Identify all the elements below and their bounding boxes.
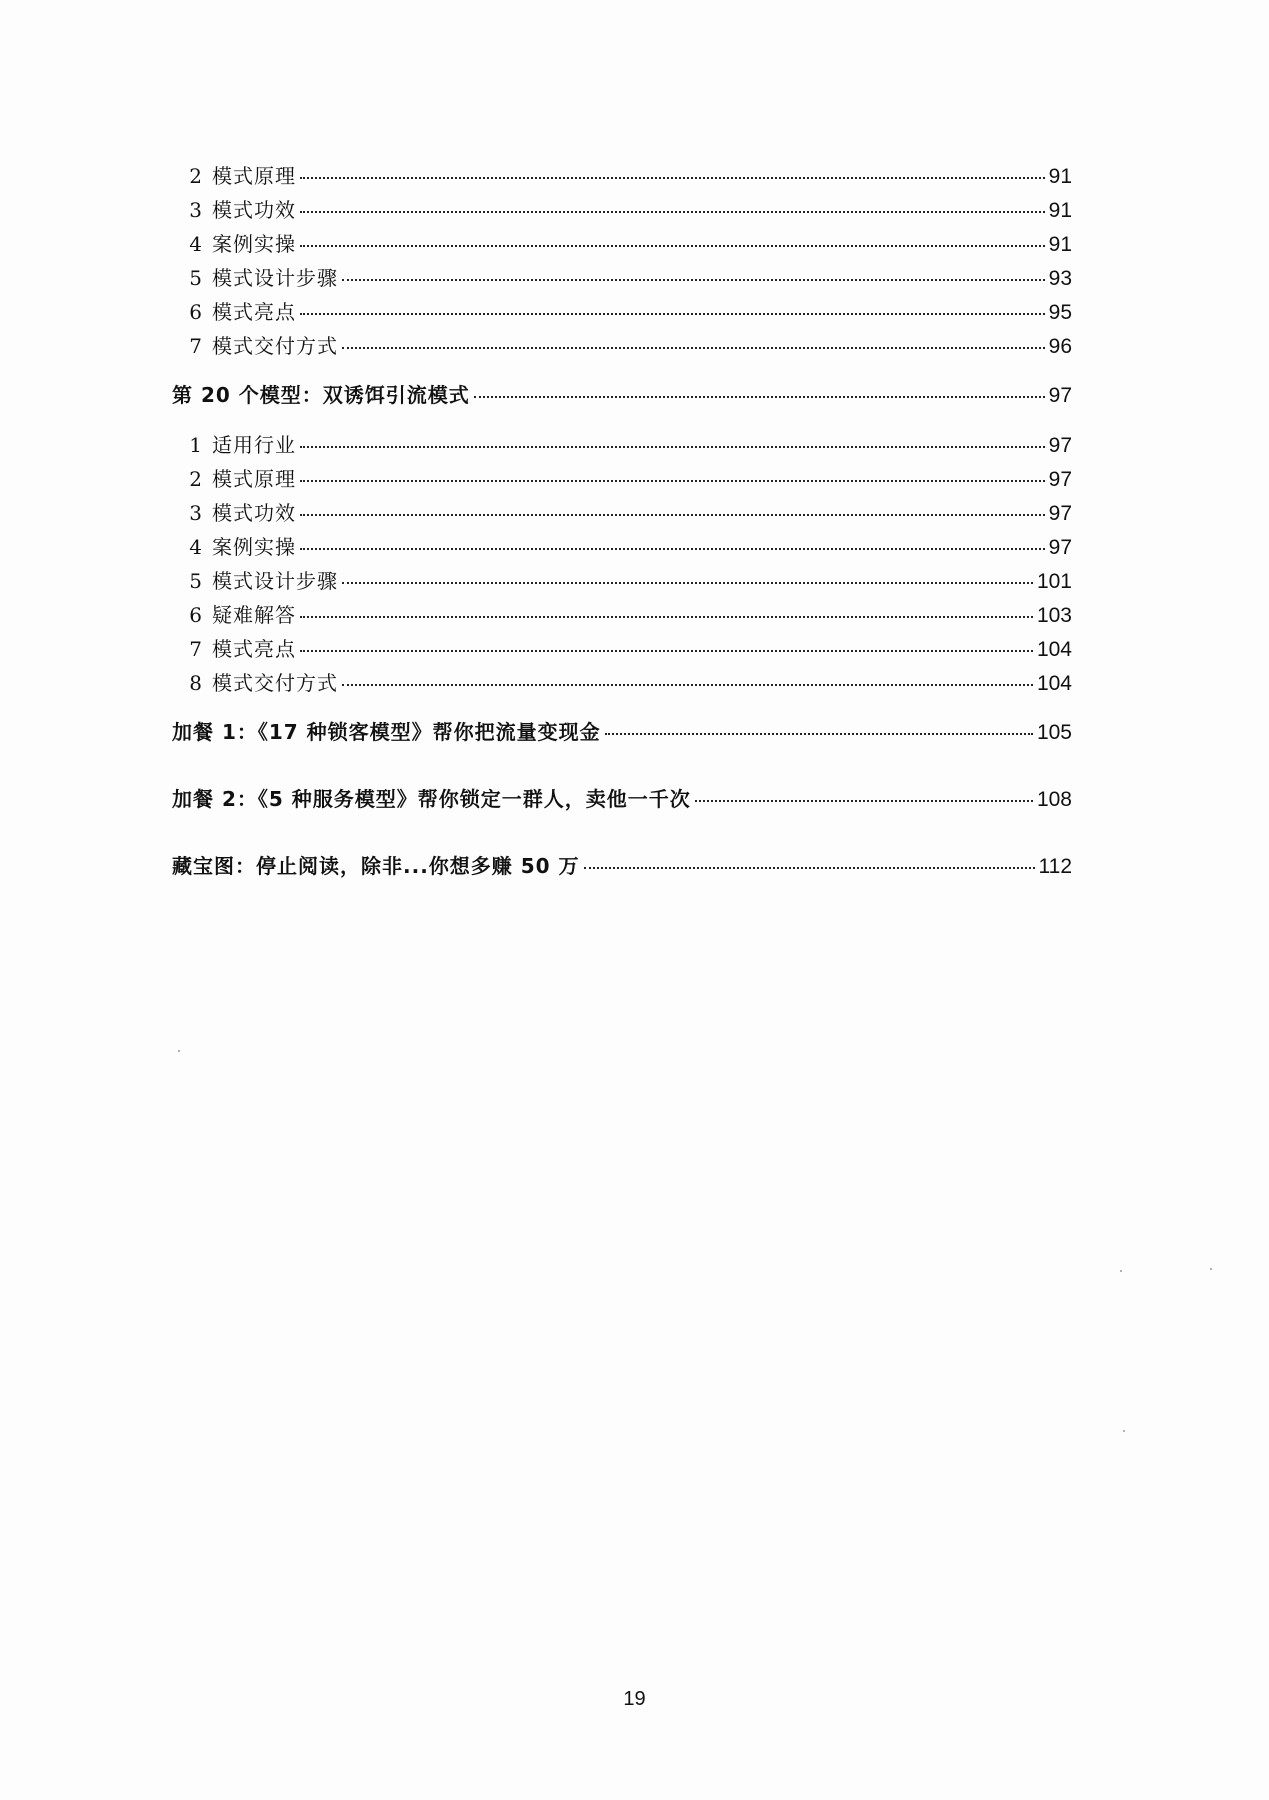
toc-entry[interactable] <box>172 667 1072 696</box>
toc-entry-number: 8 <box>189 671 202 695</box>
dot-leader <box>300 446 1045 448</box>
toc-entry-number: 4 <box>189 232 202 256</box>
toc-entry-title: 模式亮点 <box>212 300 296 324</box>
toc-entry-page: 91 <box>1048 199 1072 222</box>
page-number: 19 <box>623 1688 646 1710</box>
dot-leader <box>300 245 1045 247</box>
toc-entry-number: 5 <box>189 569 202 593</box>
toc-entry-title: 疑难解答 <box>212 603 296 627</box>
dot-leader <box>300 480 1045 482</box>
scan-speck <box>178 1050 180 1052</box>
toc-entry[interactable] <box>172 228 1072 257</box>
toc-entry-page: 97 <box>1048 468 1072 491</box>
toc-entry-page: 97 <box>1048 434 1072 457</box>
toc-entry-title: 模式功效 <box>212 198 296 222</box>
dot-leader <box>474 396 1045 398</box>
toc-entry[interactable] <box>172 531 1072 560</box>
toc-entry[interactable] <box>172 463 1072 492</box>
toc-entry[interactable] <box>172 330 1072 359</box>
toc-entry-number: 6 <box>189 603 202 627</box>
toc-entry-title: 案例实操 <box>212 232 296 256</box>
toc-entry[interactable] <box>172 194 1072 223</box>
dot-leader <box>342 582 1033 584</box>
toc-entry-number: 2 <box>189 467 202 491</box>
toc-entry-page: 108 <box>1036 788 1072 811</box>
toc-entry-number: 5 <box>189 266 202 290</box>
toc-entry-page: 95 <box>1048 301 1072 324</box>
toc-entry-page: 93 <box>1048 267 1072 290</box>
toc-entry-page: 97 <box>1048 502 1072 525</box>
dot-leader <box>300 514 1045 516</box>
toc-entry-number: 3 <box>189 198 202 222</box>
toc-chapter-entry[interactable] <box>172 783 1072 812</box>
dot-leader <box>342 347 1045 349</box>
toc-entry[interactable] <box>172 160 1072 189</box>
dot-leader <box>695 800 1033 802</box>
toc-entry-page: 91 <box>1048 165 1072 188</box>
toc-entry[interactable] <box>172 565 1072 594</box>
toc-entry-title: 模式亮点 <box>212 637 296 661</box>
toc-entry-page: 112 <box>1038 855 1072 878</box>
scan-speck <box>1120 1270 1122 1272</box>
toc-entry-title: 模式设计步骤 <box>212 266 338 290</box>
toc-entry[interactable] <box>172 497 1072 526</box>
toc-entry-number: 2 <box>189 164 202 188</box>
toc-entry-page: 104 <box>1036 638 1072 661</box>
scan-speck <box>1123 1430 1125 1432</box>
toc-entry[interactable] <box>172 262 1072 291</box>
toc-entry-page: 104 <box>1036 672 1072 695</box>
toc-entry-title: 模式交付方式 <box>212 334 338 358</box>
toc-chapter-title: 加餐 1：《17 种锁客模型》帮你把流量变现金 <box>172 720 601 744</box>
dot-leader <box>584 867 1035 869</box>
toc-chapter-entry[interactable] <box>172 379 1072 408</box>
toc-entry-number: 6 <box>189 300 202 324</box>
toc-entry[interactable] <box>172 429 1072 458</box>
toc-entry-page: 105 <box>1036 721 1072 744</box>
toc-entry-title: 模式原理 <box>212 164 296 188</box>
toc-entry[interactable] <box>172 633 1072 662</box>
toc-entry-number: 7 <box>189 637 202 661</box>
toc-entry-page: 97 <box>1048 384 1072 407</box>
toc-entry[interactable] <box>172 599 1072 628</box>
toc-entry-title: 模式交付方式 <box>212 671 338 695</box>
toc-entry-title: 模式功效 <box>212 501 296 525</box>
toc-chapter-title: 加餐 2：《5 种服务模型》帮你锁定一群人，卖他一千次 <box>172 787 691 811</box>
dot-leader <box>342 684 1033 686</box>
toc-chapter-title: 第 20 个模型：双诱饵引流模式 <box>172 383 470 407</box>
toc-entry-title: 模式原理 <box>212 467 296 491</box>
dot-leader <box>300 313 1045 315</box>
dot-leader <box>605 733 1033 735</box>
toc-entry-number: 3 <box>189 501 202 525</box>
dot-leader <box>342 279 1045 281</box>
dot-leader <box>300 650 1033 652</box>
dot-leader <box>300 211 1045 213</box>
dot-leader <box>300 548 1045 550</box>
toc-entry-page: 101 <box>1036 570 1072 593</box>
toc-entry-title: 适用行业 <box>212 433 296 457</box>
toc-entry-page: 103 <box>1036 604 1072 627</box>
toc-entry-page: 96 <box>1048 335 1072 358</box>
toc-entry[interactable] <box>172 296 1072 325</box>
toc-entry-title: 案例实操 <box>212 535 296 559</box>
dot-leader <box>300 616 1033 618</box>
scan-speck <box>1210 1268 1212 1270</box>
toc-entry-number: 1 <box>189 433 202 457</box>
toc-chapter-title: 藏宝图：停止阅读，除非...你想多赚 50 万 <box>172 854 580 878</box>
toc-entry-page: 97 <box>1048 536 1072 559</box>
toc-entry-number: 7 <box>189 334 202 358</box>
toc-chapter-entry[interactable] <box>172 850 1072 879</box>
toc-entry-page: 91 <box>1048 233 1072 256</box>
toc-entry-number: 4 <box>189 535 202 559</box>
toc-chapter-entry[interactable] <box>172 716 1072 745</box>
dot-leader <box>300 177 1045 179</box>
toc-entry-title: 模式设计步骤 <box>212 569 338 593</box>
